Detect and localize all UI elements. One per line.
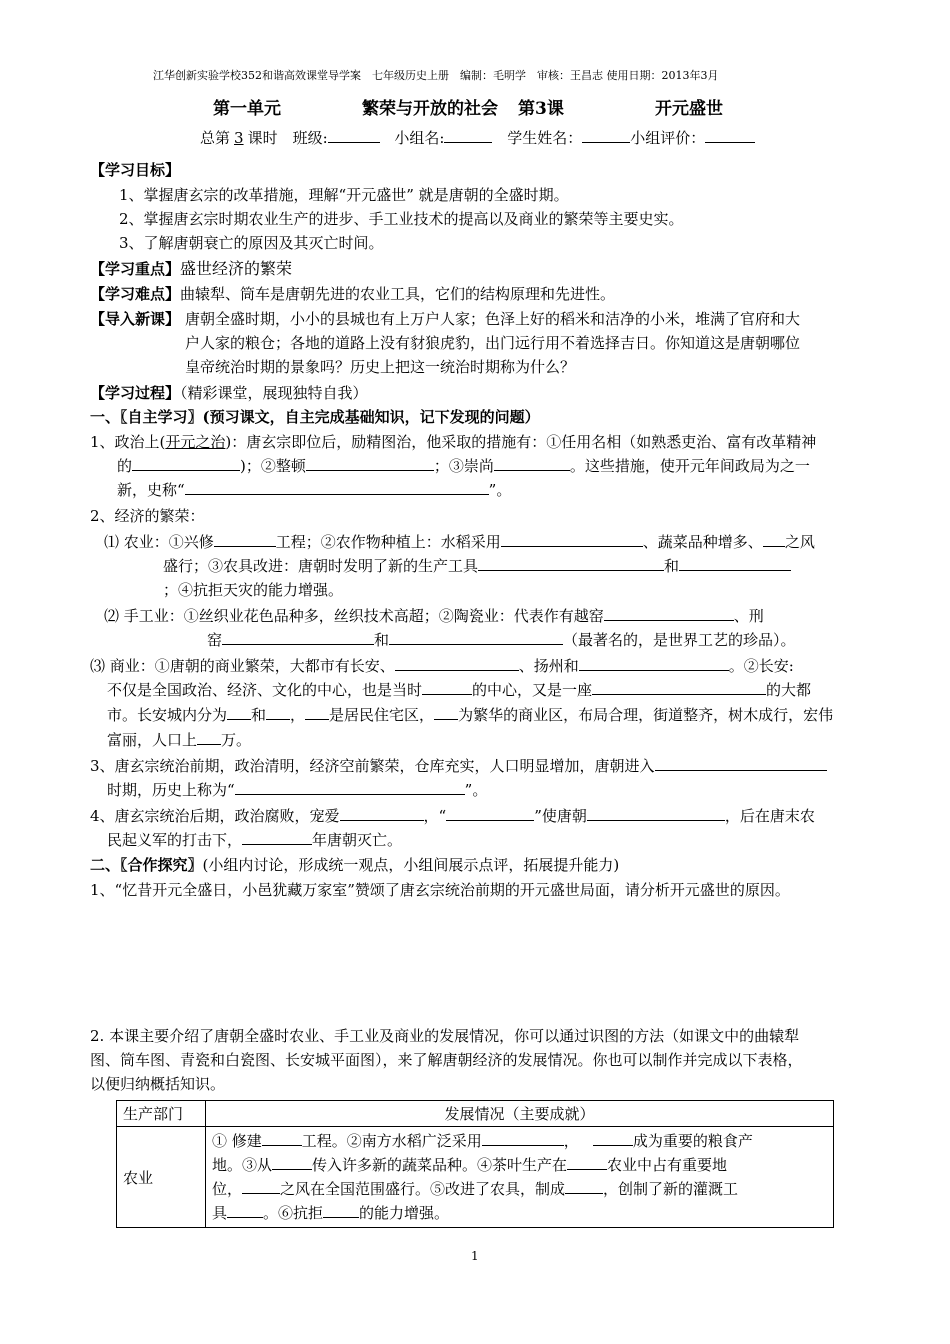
craft-text-b: 、刑 bbox=[733, 607, 764, 625]
section2-q2-line-2: 图、筒车图、青瓷和白瓷图、长安城平面图），来了解唐朝经济的发展情况。你也可以制作并完成以下表格， bbox=[90, 1051, 803, 1069]
q1-line-1 bbox=[90, 432, 816, 452]
agri-blank-2[interactable] bbox=[501, 532, 643, 547]
commerce-blank-7[interactable] bbox=[305, 705, 329, 720]
agri-line-3 bbox=[163, 580, 343, 600]
commerce-text-c: 。②长安: bbox=[728, 657, 794, 675]
agri-blank-3[interactable] bbox=[763, 532, 785, 547]
commerce-line-1 bbox=[90, 656, 794, 676]
commerce-line-4 bbox=[107, 730, 251, 750]
commerce-blank-3[interactable] bbox=[422, 680, 472, 695]
q4-text-c: ”使唐朝 bbox=[534, 807, 587, 825]
process-text: （精彩课堂，展现独特自我） bbox=[180, 384, 368, 402]
q4-text-e: 民起义军的打击下， bbox=[107, 831, 243, 849]
table-row bbox=[117, 1127, 834, 1228]
table-header-row bbox=[117, 1101, 834, 1127]
info-prefix: 总第 bbox=[200, 129, 231, 147]
commerce-text-l: 富丽，人口上 bbox=[107, 731, 198, 749]
commerce-blank-1[interactable] bbox=[395, 656, 519, 671]
craft-text-a: ⑵ 手工业：①丝织业花色品种多，丝织技术高超；②陶瓷业：代表作有越窑 bbox=[104, 607, 604, 625]
difficulty bbox=[90, 284, 615, 304]
row-text-2: 工程。②南方水稻广泛采用 bbox=[301, 1132, 482, 1150]
craft-blank-2[interactable] bbox=[222, 630, 374, 645]
commerce-text-k: 为繁华的商业区，布局合理，街道整齐，树木成行，宏伟 bbox=[458, 706, 834, 724]
q1-text-g: 。这些措施，使开元年间政局为之一 bbox=[569, 457, 810, 475]
info-line bbox=[200, 128, 755, 148]
commerce-text-j: 是居民住宅区， bbox=[329, 706, 435, 724]
agri-text-g: ；④抗拒天灾的能力增强。 bbox=[163, 581, 344, 599]
commerce-text-a: ⑶ 商业：①唐朝的商业繁荣，大都市有长安、 bbox=[90, 657, 395, 675]
q4-text-a: 4、唐玄宗统治后期，政治腐败，宠爱 bbox=[90, 807, 340, 825]
table-header-development: 发展情况（主要成就） bbox=[206, 1101, 834, 1127]
commerce-blank-4[interactable] bbox=[592, 680, 766, 695]
q4-text-b: ，“ bbox=[423, 807, 447, 825]
objective-1: 1、掌握唐玄宗的改革措施，理解“开元盛世” 就是唐朝的全盛时期。 bbox=[119, 186, 569, 204]
commerce-text-b: 、扬州和 bbox=[518, 657, 579, 675]
row-blank-1[interactable] bbox=[262, 1131, 302, 1146]
row-text-4: 成为重要的粮食产 bbox=[632, 1132, 753, 1150]
commerce-text-i: ， bbox=[290, 706, 306, 724]
key-point-label: 【学习重点】 bbox=[90, 260, 181, 278]
q1-underlined: 开元之治 bbox=[165, 433, 226, 451]
page-number: 1 bbox=[471, 1249, 479, 1263]
class-label: 课时 班级: bbox=[247, 129, 328, 147]
craft-blank-3[interactable] bbox=[389, 630, 563, 645]
unit-title: 第一单元 bbox=[213, 99, 281, 119]
q2-heading: 2、经济的繁荣： bbox=[90, 507, 205, 525]
agri-text-b: 工程；②农作物种植上：水稻采用 bbox=[275, 533, 501, 551]
row-blank-8[interactable] bbox=[227, 1203, 263, 1218]
q4-blank-3[interactable] bbox=[587, 806, 725, 821]
q4-blank-1[interactable] bbox=[340, 806, 424, 821]
q1-line-3 bbox=[117, 480, 511, 500]
q1-text-i: ”。 bbox=[488, 481, 512, 499]
q3-line-1 bbox=[90, 756, 827, 776]
q1-blank-4[interactable] bbox=[185, 480, 489, 495]
q3-blank-1[interactable] bbox=[655, 756, 827, 771]
commerce-text-h: 和 bbox=[251, 706, 267, 724]
q3-text-c: ”。 bbox=[464, 781, 488, 799]
objective-3: 3、了解唐朝衰亡的原因及其灭亡时间。 bbox=[119, 234, 384, 252]
row-text-5: 地。③从 bbox=[212, 1156, 273, 1174]
craft-text-e: （最著名的，是世界工艺的珍品）。 bbox=[563, 631, 796, 649]
row-label-agriculture: 农业 bbox=[117, 1127, 206, 1228]
q3-text-b: 时期，历史上称为“ bbox=[107, 781, 235, 799]
group-blank[interactable] bbox=[444, 128, 492, 143]
intro-label: 【导入新课】 bbox=[90, 310, 181, 328]
commerce-text-e: 的中心，又是一座 bbox=[472, 681, 593, 699]
row-text-9: 之风在全国范围盛行。⑤改进了农具，制成 bbox=[280, 1180, 566, 1198]
difficulty-text: 曲辕犁、筒车是唐朝先进的农业工具，它们的结构原理和先进性。 bbox=[180, 285, 616, 303]
agri-blank-4[interactable] bbox=[478, 556, 664, 571]
row-text-3: ， bbox=[563, 1132, 579, 1150]
class-blank[interactable] bbox=[328, 128, 380, 143]
intro-line-2: 户人家的粮仓；各地的道路上没有豺狼虎豹，出门远行用不着选择吉日。你知道这是唐朝哪位 bbox=[185, 334, 801, 352]
craft-text-c: 窑 bbox=[207, 631, 223, 649]
row-text-1: ① 修建 bbox=[212, 1132, 262, 1150]
row-blank-6[interactable] bbox=[242, 1179, 280, 1194]
craft-blank-1[interactable] bbox=[604, 606, 734, 621]
commerce-blank-9[interactable] bbox=[197, 730, 221, 745]
row-text-13: 的能力增强。 bbox=[359, 1204, 450, 1222]
q4-text-f: 年唐朝灭亡。 bbox=[312, 831, 403, 849]
unit-theme: 繁荣与开放的社会 bbox=[362, 99, 498, 119]
craft-text-d: 和 bbox=[374, 631, 390, 649]
q4-text-d: ，后在唐末农 bbox=[724, 807, 815, 825]
commerce-text-g: 市。长安城内分为 bbox=[107, 706, 228, 724]
objectives-heading: 【学习目标】 bbox=[90, 161, 181, 179]
agri-line-2 bbox=[163, 556, 791, 576]
q1-text-c: )：唐玄宗即位后，励精图治，他采取的措施有：①任用名相（如熟悉吏治、富有改革精神 bbox=[225, 433, 817, 451]
commerce-line-3 bbox=[107, 705, 833, 725]
row-text-7: 农业中占有重要地 bbox=[607, 1156, 728, 1174]
student-blank[interactable] bbox=[582, 128, 630, 143]
section2-q2-line-1: 2. 本课主要介绍了唐朝全盛时农业、手工业及商业的发展情况，你可以通过识图的方法（如课文中的曲辕犁 bbox=[90, 1027, 800, 1045]
table-header-sector: 生产部门 bbox=[117, 1101, 206, 1127]
lesson-number: 第3课 bbox=[518, 99, 564, 119]
commerce-text-f: 的大都 bbox=[766, 681, 812, 699]
row-text-11: 具 bbox=[212, 1204, 228, 1222]
process-label: 【学习过程】 bbox=[90, 384, 181, 402]
agri-text-a: ⑴ 农业：①兴修 bbox=[104, 533, 214, 551]
agri-blank-5[interactable] bbox=[679, 556, 791, 571]
q1-blank-2[interactable] bbox=[306, 456, 434, 471]
difficulty-label: 【学习难点】 bbox=[90, 285, 181, 303]
student-label: 学生姓名： bbox=[507, 129, 583, 147]
eval-label: 小组评价： bbox=[630, 129, 706, 147]
section2-q2-line-3: 以便归纳概括知识。 bbox=[90, 1075, 226, 1093]
q1-text-f: ；③崇尚 bbox=[433, 457, 494, 475]
q1-text-e: )；②整顿 bbox=[240, 457, 306, 475]
intro-line-1: 唐朝全盛时期，小小的县城也有上万户人家；色泽上好的稻米和洁净的小米，堆满了官府和大 bbox=[185, 310, 801, 328]
agri-text-c: 、蔬菜品种增多、 bbox=[642, 533, 763, 551]
q4-blank-2[interactable] bbox=[446, 806, 534, 821]
process bbox=[90, 383, 368, 403]
q1-text-h: 新，史称“ bbox=[117, 481, 185, 499]
commerce-blank-8[interactable] bbox=[434, 705, 458, 720]
craft-line-1 bbox=[104, 606, 764, 626]
key-point bbox=[90, 259, 292, 279]
agri-text-e: 盛行；③农具改进：唐朝时发明了新的生产工具 bbox=[163, 557, 479, 575]
section1-heading: 一、〖自主学习〗(预习课文，自主完成基础知识，记下发现的问题） bbox=[90, 408, 540, 426]
row-text-6: 传入许多新的蔬菜品种。④茶叶生产在 bbox=[312, 1156, 568, 1174]
agri-text-d: 之风 bbox=[784, 533, 815, 551]
q1-text-a: 1、政治上( bbox=[90, 433, 166, 451]
row-blank-3[interactable] bbox=[593, 1131, 633, 1146]
q1-blank-3[interactable] bbox=[494, 456, 570, 471]
agri-blank-1[interactable] bbox=[214, 532, 276, 547]
section2-heading bbox=[90, 855, 619, 875]
section2-q1: 1、“忆昔开元全盛日，小邑犹藏万家室”赞颂了唐玄宗统治前期的开元盛世局面，请分析开元盛世的原因。 bbox=[90, 881, 790, 899]
agri-line-1 bbox=[104, 532, 815, 552]
q1-text-d: 的 bbox=[117, 457, 133, 475]
q1-line-2 bbox=[117, 456, 810, 476]
q3-text-a: 3、唐玄宗统治前期，政治清明，经济空前繁荣，仓库充实，人口明显增加，唐朝进入 bbox=[90, 757, 655, 775]
section2-heading-text: 二、〖合作探究〗 bbox=[90, 856, 203, 874]
q4-line-2 bbox=[107, 830, 402, 850]
row-text-12: 。⑥抗拒 bbox=[263, 1204, 324, 1222]
q3-blank-2[interactable] bbox=[235, 780, 465, 795]
row-blank-9[interactable] bbox=[323, 1203, 359, 1218]
commerce-line-2 bbox=[107, 680, 811, 700]
craft-line-2 bbox=[207, 630, 796, 650]
agri-text-f: 和 bbox=[664, 557, 680, 575]
row-agriculture-content bbox=[206, 1127, 834, 1228]
row-blank-2[interactable] bbox=[482, 1131, 564, 1146]
period-number: 3 bbox=[234, 129, 244, 147]
lesson-title: 开元盛世 bbox=[655, 99, 723, 119]
row-text-8: 位， bbox=[212, 1180, 243, 1198]
q1-blank-1[interactable] bbox=[132, 456, 240, 471]
summary-table bbox=[116, 1100, 834, 1228]
row-blank-5[interactable] bbox=[567, 1155, 607, 1170]
objective-2: 2、掌握唐玄宗时期农业生产的进步、手工业技术的提高以及商业的繁荣等主要史实。 bbox=[119, 210, 684, 228]
intro-line-3: 皇帝统治时期的景象吗？历史上把这一统治时期称为什么？ bbox=[185, 358, 576, 376]
commerce-blank-2[interactable] bbox=[579, 656, 729, 671]
row-text-10: ，创制了新的灌溉工 bbox=[603, 1180, 739, 1198]
commerce-text-d: 不仅是全国政治、经济、文化的中心，也是当时 bbox=[107, 681, 423, 699]
commerce-text-m: 万。 bbox=[221, 731, 252, 749]
row-blank-7[interactable] bbox=[565, 1179, 603, 1194]
row-blank-4[interactable] bbox=[272, 1155, 312, 1170]
q3-line-2 bbox=[107, 780, 487, 800]
commerce-blank-6[interactable] bbox=[266, 705, 290, 720]
group-label: 小组名: bbox=[394, 129, 445, 147]
commerce-blank-5[interactable] bbox=[227, 705, 251, 720]
key-point-text: 盛世经济的繁荣 bbox=[180, 259, 293, 278]
q4-line-1 bbox=[90, 806, 815, 826]
section2-note: (小组内讨论，形成统一观点，小组间展示点评，拓展提升能力) bbox=[202, 856, 620, 874]
page-header: 江华创新实验学校352和谐高效课堂导学案 七年级历史上册 编制：毛明学 审核：王昌志 使用日期：2013年3月 bbox=[153, 69, 719, 82]
eval-blank[interactable] bbox=[705, 128, 755, 143]
q4-blank-4[interactable] bbox=[242, 830, 312, 845]
